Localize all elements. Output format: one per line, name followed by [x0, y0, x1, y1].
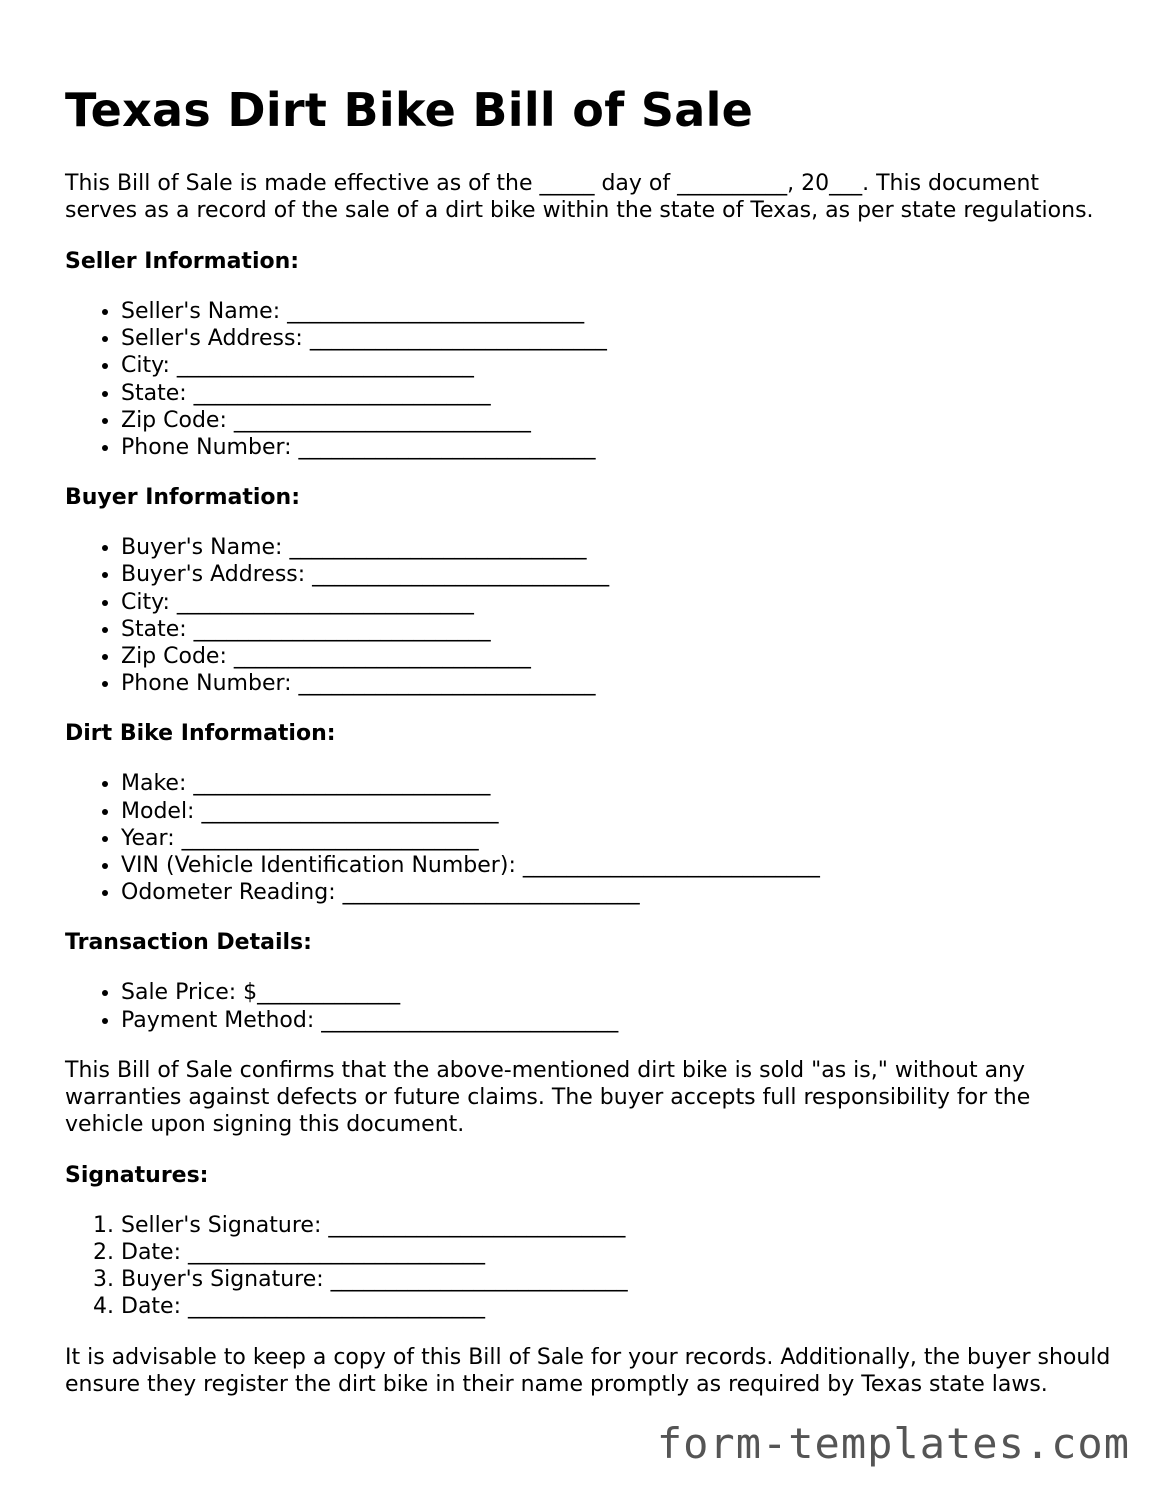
buyer-zip-field: • Zip Code: ___________________________	[121, 643, 1115, 670]
seller-list	[65, 298, 1115, 461]
bike-make-field: • Make: ___________________________	[121, 770, 1115, 797]
signatures-section-heading: Signatures:	[65, 1162, 209, 1188]
seller-signature-field: 1. Seller's Signature: ___________________________	[121, 1212, 1115, 1239]
seller-name-field: • Seller's Name: ___________________________	[121, 298, 1115, 325]
buyer-city-field: • City: ___________________________	[121, 589, 1115, 616]
buyer-date-field: 4. Date: ___________________________	[121, 1293, 1115, 1320]
transaction-list	[65, 979, 1115, 1033]
seller-state-field: • State: ___________________________	[121, 380, 1115, 407]
buyer-section-heading: Buyer Information:	[65, 485, 300, 511]
as-is-paragraph: This Bill of Sale confirms that the above-mentioned dirt bike is sold "as is," without any warranties against defects or future claims. The buyer accepts full responsibility for the vehicle upon signing this document.	[65, 1057, 1031, 1137]
seller-address-field: • Seller's Address: ___________________________	[121, 325, 1115, 352]
seller-date-field: 2. Date: ___________________________	[121, 1239, 1115, 1266]
buyer-state-field: • State: ___________________________	[121, 616, 1115, 643]
page-title: Texas Dirt Bike Bill of Sale	[65, 83, 754, 137]
transaction-section-heading: Transaction Details:	[65, 930, 312, 956]
bike-section-heading: Dirt Bike Information:	[65, 721, 336, 747]
seller-zip-field: • Zip Code: ___________________________	[121, 407, 1115, 434]
bike-year-field: • Year: ___________________________	[121, 825, 1115, 852]
sale-price-field: • Sale Price: $_____________	[121, 979, 1115, 1006]
bike-vin-field: • VIN (Vehicle Identification Number): ___________________________	[121, 852, 1115, 879]
seller-section-heading: Seller Information:	[65, 249, 300, 274]
seller-phone-field: • Phone Number: ___________________________	[121, 434, 1115, 461]
bike-model-field: • Model: ___________________________	[121, 798, 1115, 825]
buyer-name-field: • Buyer's Name: ___________________________	[121, 534, 1115, 561]
signatures-list	[65, 1212, 1115, 1321]
buyer-address-field: • Buyer's Address: ___________________________	[121, 561, 1115, 588]
document-page	[65, 80, 1115, 1422]
buyer-list	[65, 534, 1115, 697]
buyer-signature-field: 3. Buyer's Signature: ___________________________	[121, 1266, 1115, 1293]
closing-paragraph: It is advisable to keep a copy of this Bill of Sale for your records. Additionally, the buyer should ensure they register the dirt bike in their name promptly as required by Texas state laws.	[65, 1344, 1111, 1397]
bike-odometer-field: • Odometer Reading: ___________________________	[121, 879, 1115, 906]
bike-list	[65, 770, 1115, 906]
payment-method-field: • Payment Method: ___________________________	[121, 1007, 1115, 1034]
seller-city-field: • City: ___________________________	[121, 352, 1115, 379]
watermark: form-templates.com	[656, 1419, 1130, 1468]
buyer-phone-field: • Phone Number: ___________________________	[121, 670, 1115, 697]
intro-paragraph: This Bill of Sale is made effective as of the _____ day of __________, 20___. This document serves as a record of the sale of a dirt bike within the state of Texas, as per state regulations.	[65, 171, 1094, 223]
